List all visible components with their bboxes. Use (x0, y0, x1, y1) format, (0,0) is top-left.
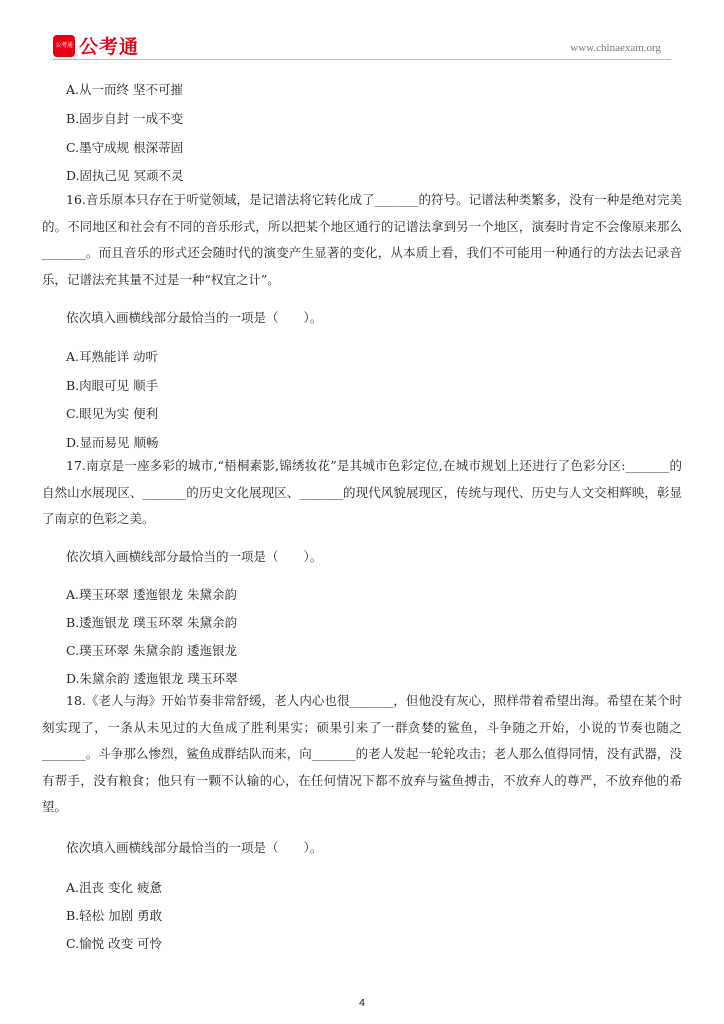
logo (53, 32, 139, 59)
q17-stem: 17.南京是一座多彩的城市,“梧桐素影,锦绣妆花”是其城市色彩定位,在城市规划上还进行了色彩分区:_______的自然山水展现区、_______的历史文化展现区、_______的现代风貌展现区，传统与现代、历史与人文交相辉映，彰显了南京的色彩之美。 (42, 458, 682, 526)
q16-option-b: B.肉眼可见 顺手 (66, 378, 159, 393)
q16-option-d: D.显而易见 顺畅 (66, 435, 159, 450)
q15-option-b: B.固步自封 一成不变 (66, 111, 184, 126)
q16-option-c: C.眼见为实 便利 (66, 406, 159, 421)
q16-option-a: A.耳熟能详 动听 (66, 349, 158, 364)
q18-option-b: B.轻松 加剧 勇敢 (66, 908, 163, 923)
q17-prompt: 依次填入画横线部分最恰当的一项是（ ）。 (66, 549, 323, 564)
logo-badge-icon: 公考通 (53, 35, 75, 57)
page-header (0, 0, 724, 62)
q17-option-d: D.朱黛余韵 逶迤银龙 璞玉环翠 (66, 671, 238, 686)
q17-option-b: B.逶迤银龙 璞玉环翠 朱黛余韵 (66, 615, 238, 630)
q16-stem: 16.音乐原本只存在于听觉领域，是记谱法将它转化成了_______的符号。记谱法种类繁多，没有一种是绝对完美的。不同地区和社会有不同的音乐形式，所以把某个地区通行的记谱法拿到另一个地区，演奏时肯定不会像原来那么_______。而且音乐的形式还会随时代的演变产生显著的变化，从本质上看，我们不可能用一种通行的方法去记录音乐，记谱法充其量不过是一种“权宜之计”。 (42, 192, 682, 287)
page-number: 4 (358, 998, 366, 1009)
q17-option-c: C.璞玉环翠 朱黛余韵 逶迤银龙 (66, 643, 238, 658)
q15-option-d: D.固执己见 冥顽不灵 (66, 168, 184, 183)
q15-option-a: A.从一而终 坚不可摧 (66, 82, 183, 97)
q18-stem: 18.《老人与海》开始节奏非常舒缓，老人内心也很_______，但他没有灰心，照样带着希望出海。希望在某个时刻实现了，一条从未见过的大鱼成了胜利果实；硕果引来了一群贪婪的鲨鱼，斗争随之开始，小说的节奏也随之_______。斗争那么惨烈，鲨鱼成群结队而来，向_______的老人发起一轮轮攻击；老人那么值得同情，没有武器，没有帮手，没有粮食；他只有一颗不认输的心，在任何情况下都不放弃与鲨鱼搏击，不放弃人的尊严，不放弃他的希望。 (42, 693, 682, 814)
site-url: www.chinaexam.org (570, 42, 661, 54)
q17-option-a: A.璞玉环翠 逶迤银龙 朱黛余韵 (66, 587, 237, 602)
logo-text: 公考通 (79, 36, 140, 58)
q18-option-c: C.愉悦 改变 可怜 (66, 936, 163, 951)
q18-option-a: A.沮丧 变化 疲惫 (66, 880, 162, 895)
header-divider (53, 59, 671, 60)
q15-option-c: C.墨守成规 根深蒂固 (66, 140, 184, 155)
q16-prompt: 依次填入画横线部分最恰当的一项是（ ）。 (66, 310, 323, 325)
q18-prompt: 依次填入画横线部分最恰当的一项是（ ）。 (66, 840, 323, 855)
